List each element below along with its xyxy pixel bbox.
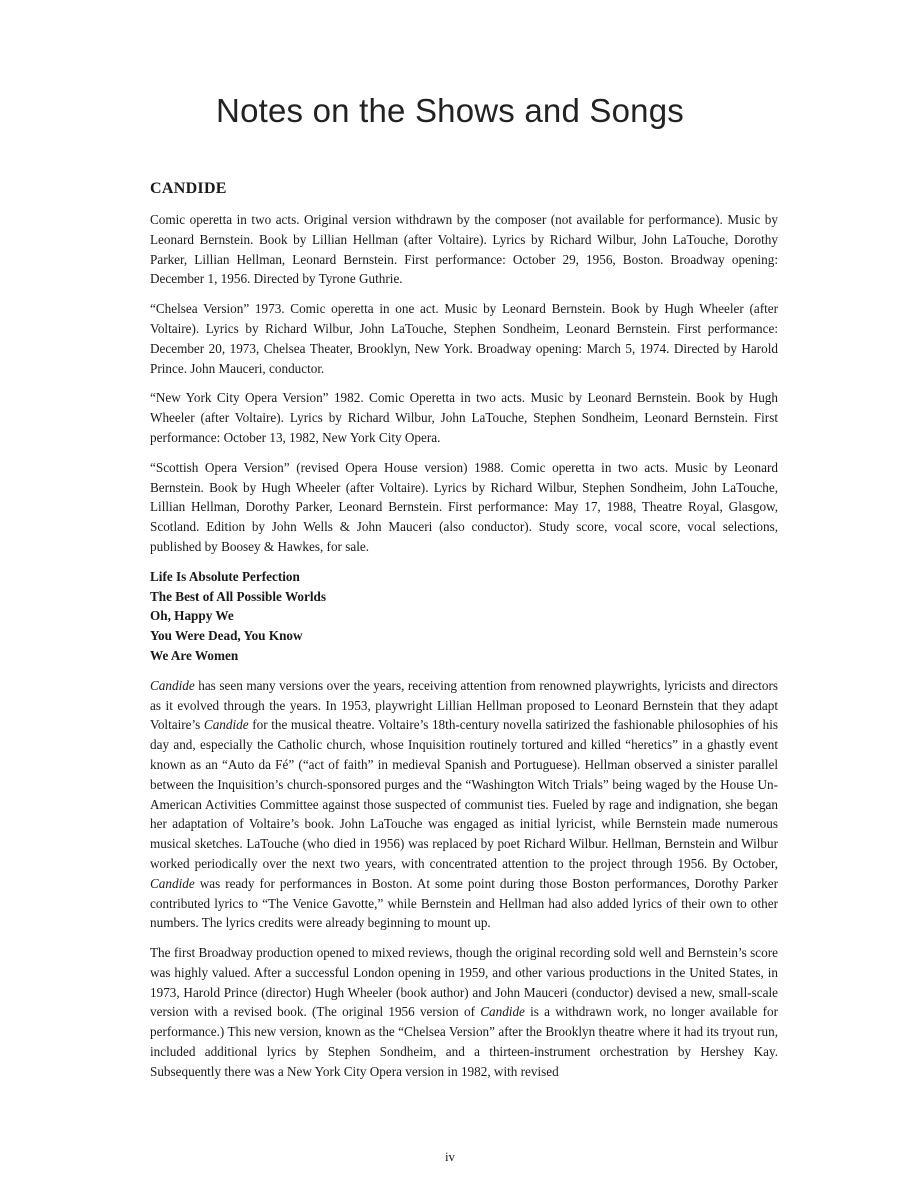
page-title: Notes on the Shows and Songs	[216, 92, 684, 129]
page-number: iv	[444, 1149, 456, 1164]
history-text: has seen many versions over the years, receiving attention from renowned playwrights, lyricists and directors as it evolved through the years. In 1953, playwright Lillian Hellman proposed to Leonard Bernstein that they adapt Voltaire’s	[150, 677, 778, 733]
history-text: The first Broadway production opened to mixed reviews, though the original recording sold well and Bernstein’s score was highly valued. After a successful London opening in 1959, and other various productions in the United States, in 1973, Harold Prince (director) Hugh Wheeler (book author) and John Mauceri (conductor) devised a new, small-scale version with a revised book. (The original 1956 version of	[150, 945, 778, 1020]
history-text: is a withdrawn work, no longer available for performance.) This new version, known as the “Chelsea Version” after the Brooklyn theatre where it had its tryout run, included additional lyrics by Stephen Sondheim, and a thirteen-instrument orchestration by Hershey Kay. Subsequently there was a New York City Opera version in 1982, with revised	[150, 1004, 779, 1079]
work-title: Candide	[480, 1004, 525, 1020]
history-paragraph-1	[150, 676, 778, 933]
work-title: Candide	[150, 677, 195, 693]
song-title: We Are Women	[150, 647, 239, 663]
version-paragraph-chelsea: “Chelsea Version” 1973. Comic operetta in one act. Music by Leonard Bernstein. Book by Hugh Wheeler (after Voltaire). Lyrics by Richard Wilbur, John LaTouche, Stephen Sondheim, Leonard Bernstein. First performance: December 20, 1973, Chelsea Theater, Brooklyn, New York. Broadway opening: March 5, 1974. Directed by Harold Prince. John Mauceri, conductor.	[150, 301, 778, 376]
song-title: You Were Dead, You Know	[150, 628, 303, 644]
song-title: Oh, Happy We	[150, 608, 234, 624]
version-paragraph-nyc-opera: “New York City Opera Version” 1982. Comic Operetta in two acts. Music by Leonard Bernstein. Book by Hugh Wheeler (after Voltaire). Lyrics by Richard Wilbur, John LaTouche, Stephen Sondheim, Leonard Bernstein. First performance: October 13, 1982, New York City Opera.	[150, 390, 778, 445]
song-title: Life Is Absolute Perfection	[150, 568, 300, 584]
page-content	[150, 180, 778, 1092]
song-list	[150, 567, 778, 666]
history-text: for the musical theatre. Voltaire’s 18th-century novella satirized the fashionable philosophies of his day and, especially the Catholic church, whose Inquisition routinely tortured and killed “heretics” in a ghastly event known as an “Auto da Fé” (“act of faith” in medieval Spanish and Portuguese). Hellman observed a sinister parallel between the Inquisition’s church-sponsored purges and the “Washington Witch Trials” being waged by the House Un-American Activities Committee against those suspected of communist ties. Fueled by rage and indignation, she began her adaptation of Voltaire’s book. John LaTouche was engaged as initial lyricist, while Bernstein made numerous musical sketches. LaTouche (who died in 1956) was replaced by poet Richard Wilbur. Hellman, Bernstein and Wilbur worked periodically over the next two years, with concentrated attention to the project through 1956. By October,	[150, 717, 778, 871]
work-title: Candide	[203, 717, 249, 733]
history-paragraph-2	[150, 943, 778, 1082]
song-title: The Best of All Possible Worlds	[150, 588, 326, 604]
version-paragraph-scottish-opera: “Scottish Opera Version” (revised Opera House version) 1988. Comic operetta in two acts. Music by Leonard Bernstein. Book by Hugh Wheeler (after Voltaire). Lyrics by Richard Wilbur, Stephen Sondheim, John LaTouche, Lillian Hellman, Dorothy Parker, Leonard Bernstein. First performance: May 17, 1988, Theatre Royal, Glasgow, Scotland. Edition by John Wells & John Mauceri (also conductor). Study score, vocal score, vocal selections, published by Boosey & Hawkes, for sale.	[150, 459, 778, 554]
section-heading: CANDIDE	[150, 180, 227, 197]
history-text: was ready for performances in Boston. At some point during those Boston performances, Dorothy Parker contributed lyrics to “The Venice Gavotte,” while Bernstein and Hellman had also added lyrics of their own to other numbers. The lyrics credits were already beginning to mount up.	[150, 875, 778, 931]
version-paragraph-original: Comic operetta in two acts. Original version withdrawn by the composer (not available for performance). Music by Leonard Bernstein. Book by Lillian Hellman (after Voltaire). Lyrics by Richard Wilbur, John LaTouche, Dorothy Parker, Lillian Hellman, Leonard Bernstein. First performance: October 29, 1956, Boston. Broadway opening: December 1, 1956. Directed by Tyrone Guthrie.	[150, 212, 778, 287]
work-title: Candide	[150, 875, 195, 891]
